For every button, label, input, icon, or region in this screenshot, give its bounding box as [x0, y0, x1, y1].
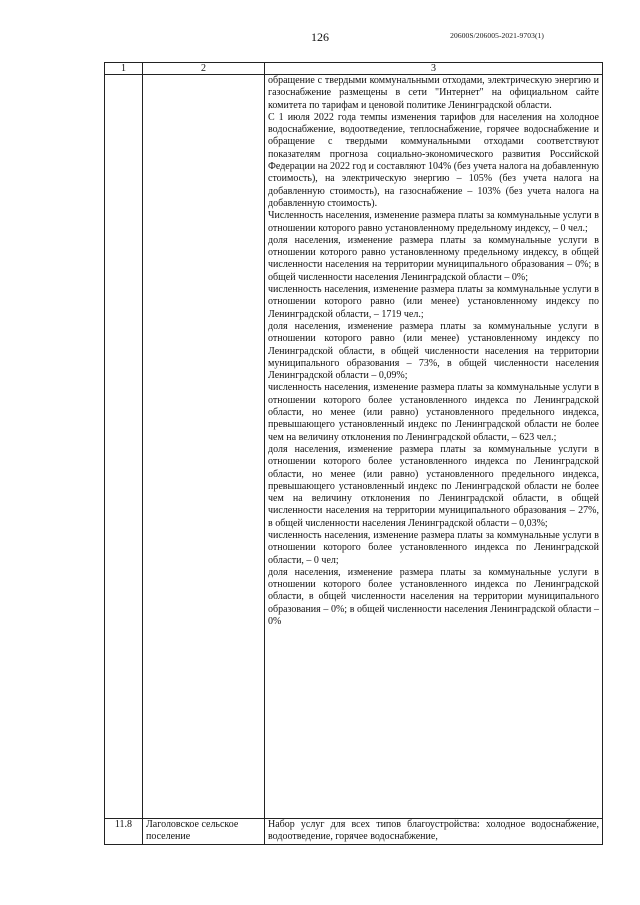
paragraph: численность населения, изменение размера платы за коммунальные услуги в отношении которого более установленного индекса по Ленинградской области, но менее (или равно) установленного предельного индекса, превышающего установленный индекс по Ленинградской области не более чем на величину отклонения по Ленинградской области, – 623 чел.;	[268, 382, 599, 443]
row-name-cell	[143, 75, 265, 819]
table-row	[105, 75, 603, 819]
paragraph: доля населения, изменение размера платы за коммунальные услуги в отношении которого более установленного индекса по Ленинградской области, в общей численности населения на территории муниципального образования – 0%; в общей численности населения Ленинградской области – 0%	[268, 566, 599, 628]
paragraph: С 1 июля 2022 года темпы изменения тарифов для населения на холодное водоснабжение, водоотведение, теплоснабжение, горячее водоснабжение и обращение с твердыми коммунальными отходами соответствуют показателям прогноза социально-экономического развития Российской Федерации на 2022 год и составляют 104% (без учета налога на добавленную стоимость), на электрическую энергию – 105% (без учета налога на добавленную стоимость), на газоснабжение – 103% (без учета налога на добавленную стоимость).	[268, 111, 599, 209]
settlement-name-cell: Лаголовское сельское поселение	[143, 819, 265, 845]
paragraph: Набор услуг для всех типов благоустройства: холодное водоснабжение, водоотведение, горячее водоснабжение,	[268, 819, 599, 843]
data-table	[104, 62, 603, 845]
document-id: 20600S/206005-2021-9703(1)	[450, 31, 544, 40]
paragraph: обращение с твердыми коммунальными отходами, электрическую энергию и газоснабжение размещены в сети "Интернет" на официальном сайте комитета по тарифам и ценовой политике Ленинградской области.	[268, 75, 599, 111]
row-number-cell: 11.8	[105, 819, 143, 845]
paragraph: Численность населения, изменение размера платы за коммунальные услуги в отношении которого равно установленному предельному индексу, – 0 чел.;	[268, 210, 599, 234]
paragraph: доля населения, изменение размера платы за коммунальные услуги в отношении которого равно (или менее) установленному индексу по Ленинградской области, в общей численности населения на территории муниципального образования – 73%, в общей численности населения Ленинградской области – 0,09%;	[268, 320, 599, 382]
paragraph: доля населения, изменение размера платы за коммунальные услуги в отношении которого более установленного индекса по Ленинградской области, но менее (или равно) установленного предельного индекса, превышающего установленный индекс по Ленинградской области не более чем на величину отклонения по Ленинградской области, в общей численности населения на территории муниципального образования – 27%, в общей численности населения Ленинградской области – 0,03%;	[268, 443, 599, 529]
row-text-cell	[265, 819, 603, 845]
row-number-cell	[105, 75, 143, 819]
row-text-cell	[265, 75, 603, 819]
page-number: 126	[311, 30, 329, 44]
column-number-2: 2	[143, 63, 265, 75]
paragraph: численность населения, изменение размера платы за коммунальные услуги в отношении которого более установленного индекса по Ленинградской области, – 0 чел;	[268, 529, 599, 566]
paragraph: численность населения, изменение размера платы за коммунальные услуги в отношении которого равно (или менее) установленному индексу по Ленинградской области, – 1719 чел.;	[268, 284, 599, 320]
column-number-1: 1	[105, 63, 143, 75]
column-number-row	[105, 63, 603, 75]
paragraph: доля населения, изменение размера платы за коммунальные услуги в отношении которого равно установленному предельному индексу, в общей численности населения на территории муниципального образования – 0%; в общей численности населения Ленинградской области – 0%;	[268, 234, 599, 283]
table-row-11-8	[105, 819, 603, 845]
column-number-3: 3	[265, 63, 603, 75]
